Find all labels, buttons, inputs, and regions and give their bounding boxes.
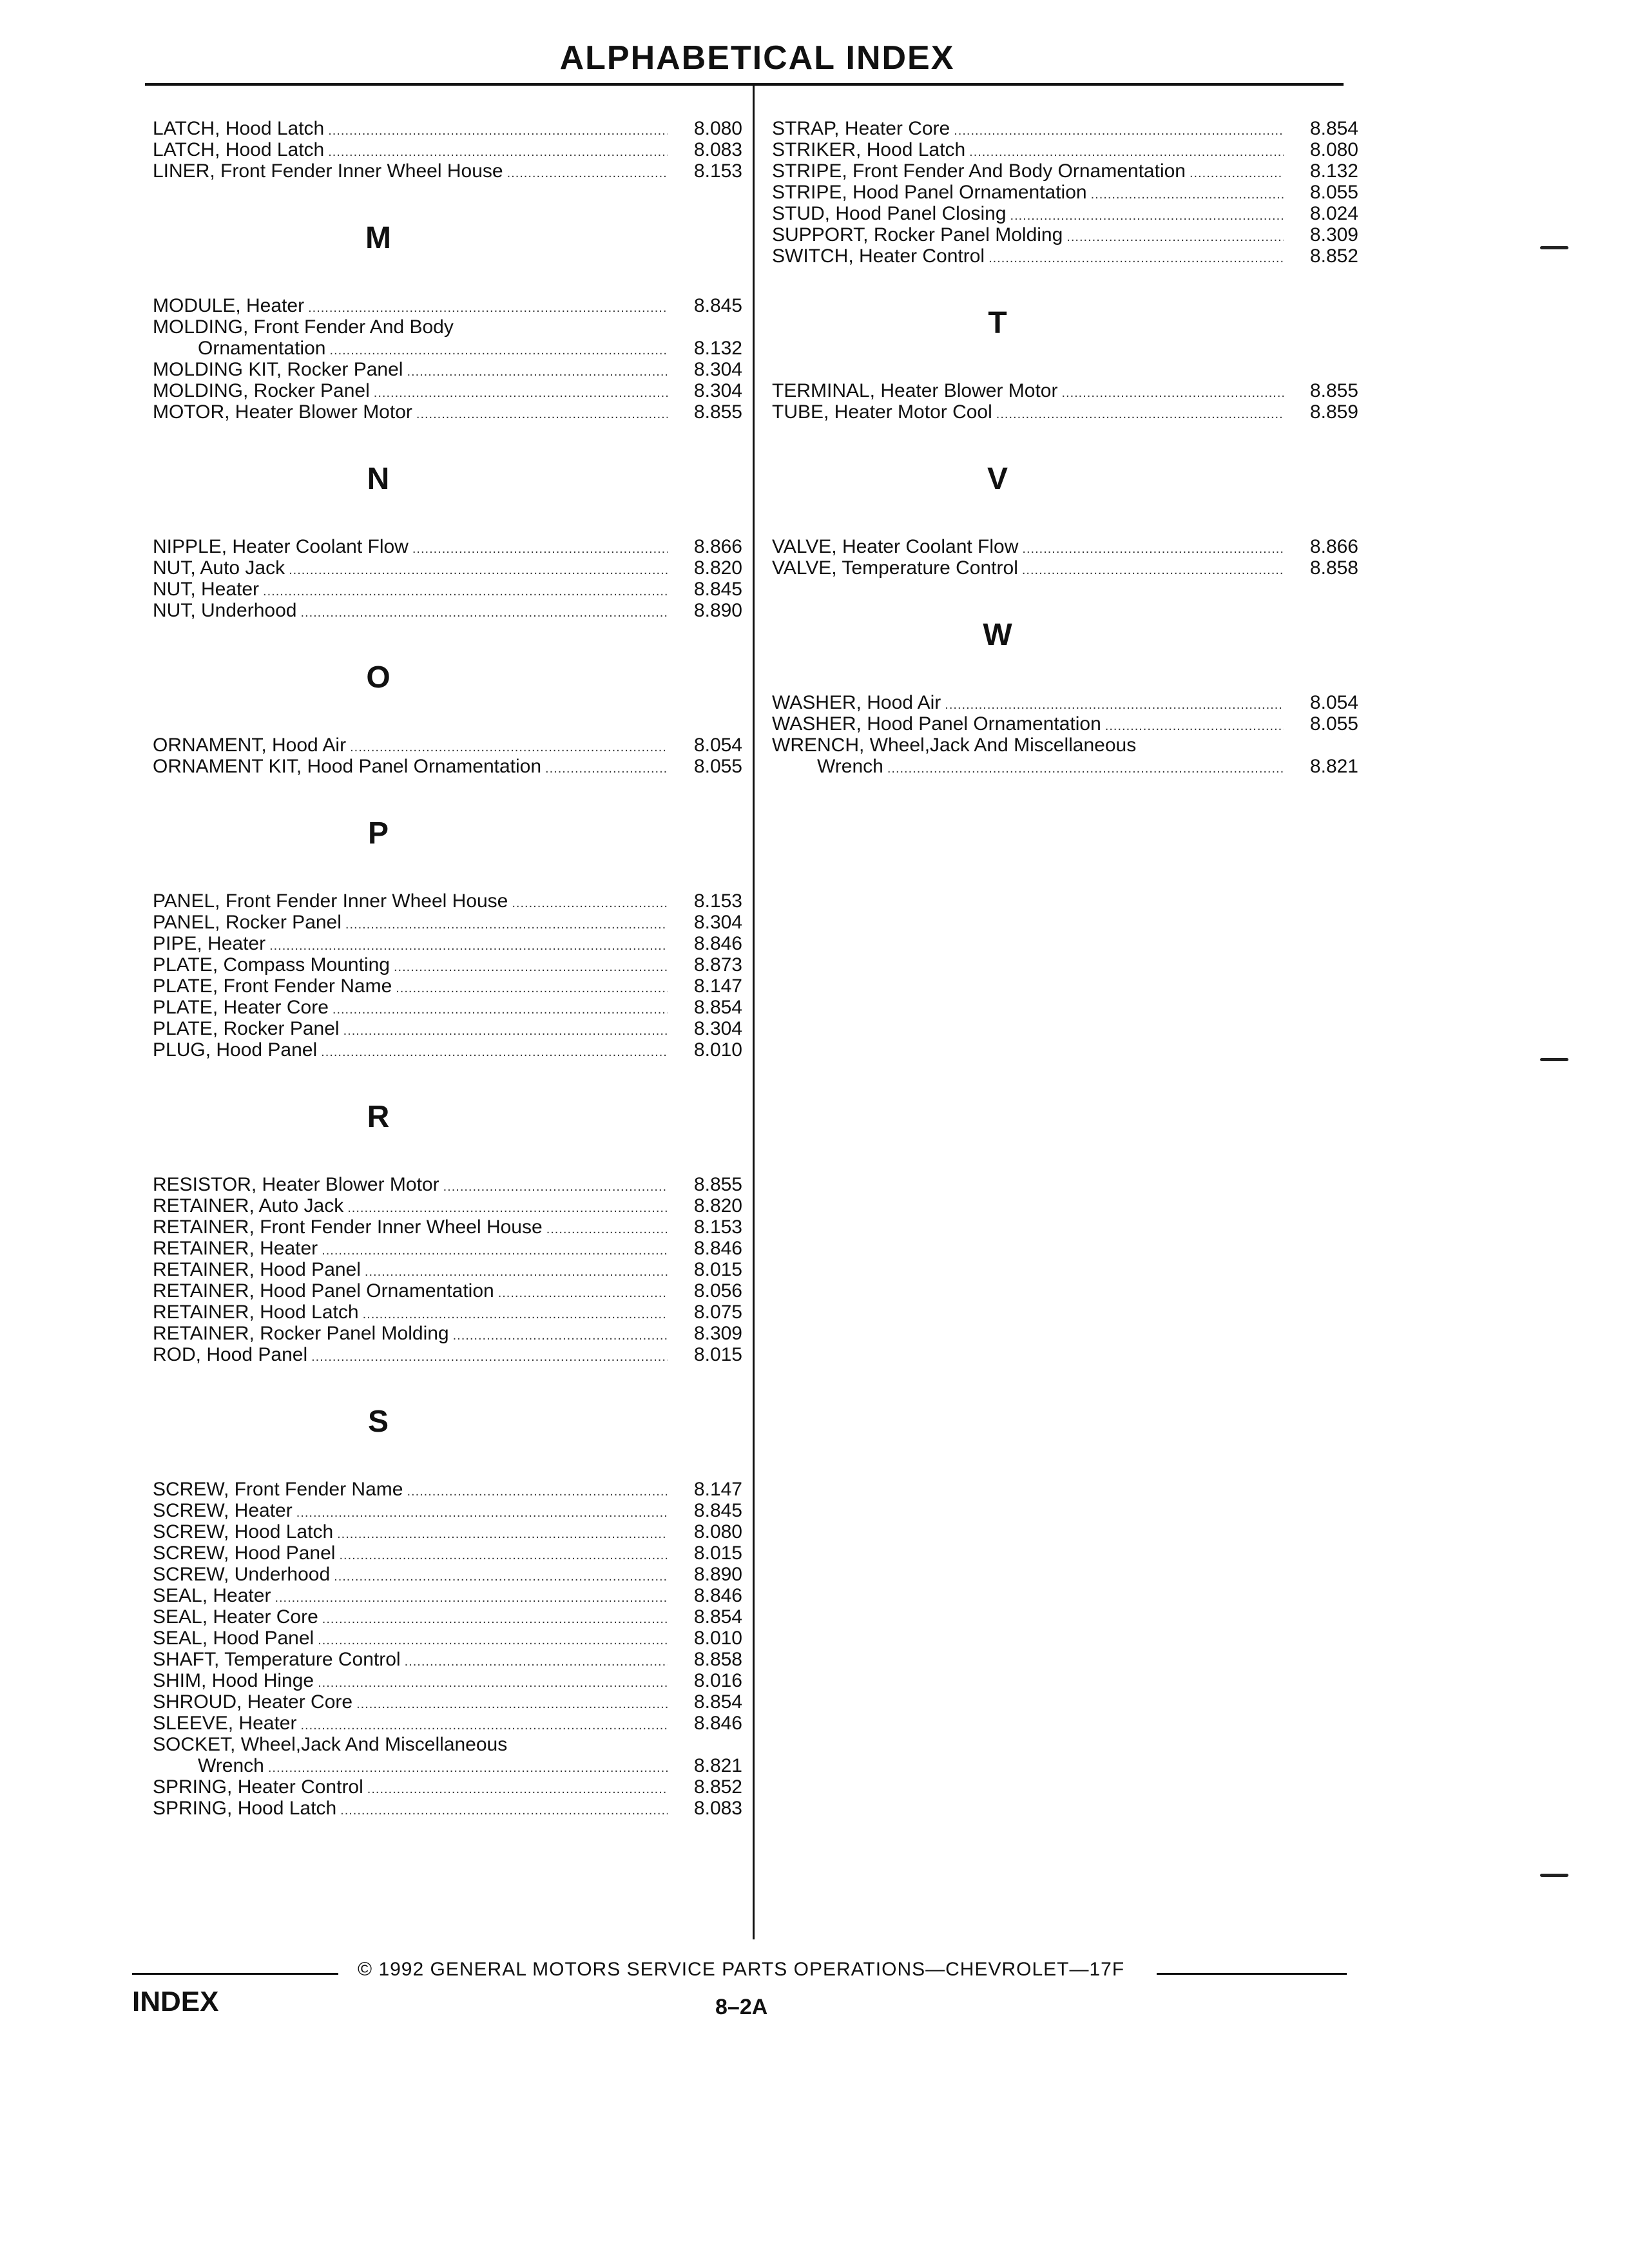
index-entry: [153, 1280, 742, 1302]
entry-page: 8.866: [1309, 536, 1358, 557]
index-section: [153, 118, 746, 182]
entry-page: 8.845: [693, 1500, 742, 1521]
entry-text: SCREW, Front Fender Name: [153, 1479, 403, 1500]
entry-text: VALVE, Temperature Control: [772, 557, 1018, 579]
entry-text: RETAINER, Hood Latch: [153, 1302, 359, 1323]
dot-leader: [412, 539, 668, 560]
entry-page: 8.854: [693, 997, 742, 1018]
dot-leader: [356, 1694, 668, 1715]
entry-text: Wrench: [198, 1755, 264, 1776]
index-entry: [153, 401, 742, 423]
entry-text: SCREW, Hood Latch: [153, 1521, 334, 1542]
dot-leader: [1091, 184, 1284, 206]
entry-page: 8.147: [693, 975, 742, 997]
dot-leader: [407, 1481, 668, 1503]
dot-leader: [300, 602, 668, 624]
entry-text: NIPPLE, Heater Coolant Flow: [153, 536, 409, 557]
entry-text: MODULE, Heater: [153, 295, 305, 316]
entry-text: WASHER, Hood Air: [772, 692, 941, 713]
dot-leader: [1066, 227, 1284, 248]
entry-page: 8.890: [693, 600, 742, 621]
entry-page: 8.056: [693, 1280, 742, 1302]
dot-leader: [275, 1588, 668, 1609]
entry-text: SEAL, Hood Panel: [153, 1628, 314, 1649]
entry-text: WRENCH, Wheel,Jack And Miscellaneous: [772, 735, 1137, 756]
dot-leader: [453, 1325, 668, 1347]
dot-leader: [507, 163, 668, 184]
index-section: [772, 579, 1358, 777]
entry-text: TUBE, Heater Motor Cool: [772, 401, 992, 423]
entry-text: SPRING, Hood Latch: [153, 1798, 337, 1819]
entry-text: MOLDING KIT, Rocker Panel: [153, 359, 403, 380]
dot-leader: [512, 893, 668, 914]
index-entry: [772, 160, 1358, 182]
index-entry: [153, 600, 742, 621]
index-entry: [772, 182, 1358, 203]
dot-leader: [1061, 383, 1284, 404]
section-label: INDEX: [132, 1986, 219, 2017]
index-section: [772, 118, 1358, 267]
entry-text: RETAINER, Front Fender Inner Wheel House: [153, 1216, 543, 1238]
index-entry: [772, 756, 1358, 777]
entry-page: 8.147: [693, 1479, 742, 1500]
entry-page: 8.855: [693, 401, 742, 423]
entry-page: 8.304: [693, 359, 742, 380]
section-letter: N: [367, 462, 390, 496]
entry-page: 8.055: [693, 756, 742, 777]
entry-page: 8.845: [693, 579, 742, 600]
entry-text: ORNAMENT KIT, Hood Panel Ornamentation: [153, 756, 542, 777]
entry-text: WASHER, Hood Panel Ornamentation: [772, 713, 1101, 735]
index-entry: [153, 1174, 742, 1195]
entry-page: 8.054: [693, 735, 742, 756]
index-entry: [153, 1323, 742, 1344]
index-entry: [153, 1776, 742, 1798]
entry-text: STRIPE, Front Fender And Body Ornamentation: [772, 160, 1186, 182]
column-divider: [753, 84, 755, 1939]
entry-page: 8.858: [1309, 557, 1358, 579]
entry-text: VALVE, Heater Coolant Flow: [772, 536, 1019, 557]
section-letter: T: [988, 306, 1007, 340]
dot-leader: [322, 1240, 668, 1262]
entry-text: MOTOR, Heater Blower Motor: [153, 401, 412, 423]
entry-text: RETAINER, Heater: [153, 1238, 318, 1259]
dot-leader: [343, 1021, 668, 1042]
entry-text: RETAINER, Auto Jack: [153, 1195, 344, 1216]
index-entry: [153, 1479, 742, 1500]
index-entry: [153, 1606, 742, 1628]
index-entry: [153, 1216, 742, 1238]
entry-page: 8.153: [693, 160, 742, 182]
entry-text: NUT, Auto Jack: [153, 557, 285, 579]
entry-page: 8.846: [693, 1238, 742, 1259]
index-entry: [153, 1670, 742, 1691]
entry-text: PLATE, Heater Core: [153, 997, 329, 1018]
dot-leader: [367, 1779, 668, 1800]
entry-text: LATCH, Hood Latch: [153, 118, 325, 139]
entry-text: RETAINER, Hood Panel: [153, 1259, 361, 1280]
footer-rule-right: [1157, 1973, 1347, 1975]
entry-page: 8.016: [693, 1670, 742, 1691]
entry-text: RESISTOR, Heater Blower Motor: [153, 1174, 439, 1195]
index-entry: [153, 912, 742, 933]
index-entry: [772, 713, 1358, 735]
entry-text: ROD, Hood Panel: [153, 1344, 308, 1365]
entry-page: 8.153: [693, 890, 742, 912]
dot-leader: [887, 758, 1284, 780]
entry-page: 8.866: [693, 536, 742, 557]
entry-text: SHAFT, Temperature Control: [153, 1649, 401, 1670]
index-entry: [153, 1039, 742, 1061]
entry-page: 8.080: [693, 118, 742, 139]
index-entry: [772, 380, 1358, 401]
entry-page: 8.846: [693, 1713, 742, 1734]
entry-text: MOLDING, Front Fender And Body: [153, 316, 454, 338]
entry-text: ORNAMENT, Hood Air: [153, 735, 347, 756]
dot-leader: [374, 383, 668, 404]
index-entry: [772, 139, 1358, 160]
dot-leader: [545, 758, 668, 780]
dot-leader: [1190, 163, 1284, 184]
entry-page: 8.153: [693, 1216, 742, 1238]
index-entry: [153, 1585, 742, 1606]
index-entry: [772, 536, 1358, 557]
entry-text: Ornamentation: [198, 338, 326, 359]
page-number: 8–2A: [715, 1995, 768, 2019]
entry-page: 8.015: [693, 1542, 742, 1564]
dot-leader: [311, 1347, 668, 1368]
entry-page: 8.854: [693, 1606, 742, 1628]
section-letter: V: [987, 462, 1008, 496]
entry-page: 8.304: [693, 380, 742, 401]
entry-text: RETAINER, Rocker Panel Molding: [153, 1323, 449, 1344]
dot-leader: [394, 957, 668, 978]
entry-text: SCREW, Underhood: [153, 1564, 331, 1585]
index-entry: [153, 579, 742, 600]
entry-text: SHIM, Hood Hinge: [153, 1670, 314, 1691]
index-entry: [772, 692, 1358, 713]
section-letter: O: [366, 660, 390, 695]
entry-text: NUT, Heater: [153, 579, 260, 600]
entry-page: 8.304: [693, 912, 742, 933]
entry-text: PANEL, Front Fender Inner Wheel House: [153, 890, 508, 912]
index-entry: [153, 1691, 742, 1713]
section-letter: R: [367, 1100, 390, 1134]
dot-leader: [407, 361, 668, 383]
entry-page: 8.054: [1309, 692, 1358, 713]
left-column: [153, 118, 746, 1819]
index-entry: [772, 401, 1358, 423]
dot-leader: [333, 999, 668, 1021]
entry-page: 8.080: [693, 1521, 742, 1542]
dot-leader: [443, 1177, 668, 1198]
dot-leader: [334, 1566, 668, 1588]
dot-leader: [1022, 539, 1284, 560]
entry-page: 8.132: [1309, 160, 1358, 182]
page-title: ALPHABETICAL INDEX: [559, 39, 955, 77]
entry-page: 8.075: [693, 1302, 742, 1323]
entry-text: PLATE, Front Fender Name: [153, 975, 392, 997]
entry-text: NUT, Underhood: [153, 600, 297, 621]
entry-text: PIPE, Heater: [153, 933, 266, 954]
entry-page: 8.820: [693, 1195, 742, 1216]
index-entry: [153, 118, 742, 139]
dot-leader: [546, 1219, 668, 1240]
index-entry: [153, 1713, 742, 1734]
index-section: [772, 267, 1358, 423]
index-entry: [153, 975, 742, 997]
entry-text: SUPPORT, Rocker Panel Molding: [772, 224, 1063, 245]
entry-page: 8.820: [693, 557, 742, 579]
index-entry: [153, 1755, 742, 1776]
index-entry: [153, 1302, 742, 1323]
title-rule: [145, 83, 1344, 86]
index-entry: [153, 1734, 742, 1755]
section-letter: P: [367, 816, 389, 850]
entry-page: 8.010: [693, 1039, 742, 1061]
index-entry: [153, 536, 742, 557]
dot-leader: [416, 404, 668, 425]
dot-leader: [396, 978, 668, 999]
dot-leader: [405, 1651, 668, 1673]
index-entry: [153, 160, 742, 182]
entry-text: RETAINER, Hood Panel Ornamentation: [153, 1280, 494, 1302]
index-entry: [153, 1521, 742, 1542]
entry-page: 8.846: [693, 933, 742, 954]
entry-page: 8.309: [1309, 224, 1358, 245]
index-entry: [153, 1628, 742, 1649]
entry-text: PANEL, Rocker Panel: [153, 912, 342, 933]
index-entry: [772, 245, 1358, 267]
entry-page: 8.024: [1309, 203, 1358, 224]
index-entry: [153, 997, 742, 1018]
entry-page: 8.854: [1309, 118, 1358, 139]
index-entry: [153, 1649, 742, 1670]
index-entry: [153, 1564, 742, 1585]
entry-page: 8.859: [1309, 401, 1358, 423]
footer-copyright: © 1992 GENERAL MOTORS SERVICE PARTS OPERATIONS—CHEVROLET—17F: [358, 1959, 1125, 1980]
index-entry: [772, 735, 1358, 756]
index-entry: [153, 316, 742, 338]
index-entry: [153, 557, 742, 579]
index-entry: [153, 735, 742, 756]
footer-rule-left: [132, 1973, 338, 1975]
index-entry: [772, 203, 1358, 224]
entry-text: STRIKER, Hood Latch: [772, 139, 966, 160]
index-entry: [153, 338, 742, 359]
entry-text: SEAL, Heater Core: [153, 1606, 318, 1628]
entry-page: 8.304: [693, 1018, 742, 1039]
dot-leader: [498, 1283, 668, 1304]
right-column: [772, 118, 1358, 777]
index-entry: [153, 756, 742, 777]
index-section: [153, 777, 746, 1061]
index-section: [153, 423, 746, 621]
dot-leader: [988, 248, 1284, 269]
index-section: [772, 423, 1358, 579]
entry-page: 8.873: [693, 954, 742, 975]
entry-text: SEAL, Heater: [153, 1585, 271, 1606]
index-entry: [772, 224, 1358, 245]
entry-text: SWITCH, Heater Control: [772, 245, 985, 267]
dot-leader: [996, 404, 1284, 425]
entry-page: 8.083: [693, 1798, 742, 1819]
index-entry: [772, 118, 1358, 139]
entry-page: 8.852: [693, 1776, 742, 1798]
section-letter: M: [365, 221, 391, 255]
entry-text: PLATE, Rocker Panel: [153, 1018, 340, 1039]
dot-leader: [1022, 560, 1284, 581]
index-entry: [153, 1195, 742, 1216]
entry-page: 8.015: [693, 1344, 742, 1365]
entry-page: 8.309: [693, 1323, 742, 1344]
entry-page: 8.015: [693, 1259, 742, 1280]
section-letter: W: [983, 618, 1012, 652]
index-section: [153, 1061, 746, 1365]
index-entry: [153, 1500, 742, 1521]
entry-page: 8.855: [693, 1174, 742, 1195]
index-entry: [153, 1018, 742, 1039]
entry-text: MOLDING, Rocker Panel: [153, 380, 370, 401]
dot-leader: [296, 1503, 668, 1524]
index-entry: [153, 1798, 742, 1819]
dot-leader: [340, 1800, 668, 1821]
index-entry: [153, 1238, 742, 1259]
index-entry: [153, 295, 742, 316]
entry-page: 8.010: [693, 1628, 742, 1649]
dot-leader: [322, 1609, 668, 1630]
entry-text: PLATE, Compass Mounting: [153, 954, 390, 975]
index-section: [153, 1365, 746, 1819]
entry-page: 8.845: [693, 295, 742, 316]
index-section: [153, 621, 746, 777]
index-entry: [153, 380, 742, 401]
entry-page: 8.821: [693, 1755, 742, 1776]
entry-page: 8.858: [693, 1649, 742, 1670]
entry-page: 8.852: [1309, 245, 1358, 267]
entry-page: 8.080: [1309, 139, 1358, 160]
entry-text: LATCH, Hood Latch: [153, 139, 325, 160]
dot-leader: [289, 560, 668, 581]
section-letter: S: [367, 1405, 389, 1439]
margin-mark: [1540, 246, 1568, 249]
entry-text: STRIPE, Hood Panel Ornamentation: [772, 182, 1087, 203]
entry-text: STUD, Hood Panel Closing: [772, 203, 1007, 224]
entry-page: 8.055: [1309, 713, 1358, 735]
dot-leader: [328, 120, 668, 142]
dot-leader: [318, 1673, 668, 1694]
entry-text: SCREW, Hood Panel: [153, 1542, 336, 1564]
dot-leader: [339, 1545, 668, 1566]
index-entry: [772, 557, 1358, 579]
entry-page: 8.890: [693, 1564, 742, 1585]
entry-page: 8.055: [1309, 182, 1358, 203]
entry-page: 8.854: [693, 1691, 742, 1713]
entry-page: 8.132: [693, 338, 742, 359]
entry-page: 8.846: [693, 1585, 742, 1606]
dot-leader: [954, 120, 1284, 142]
entry-text: SOCKET, Wheel,Jack And Miscellaneous: [153, 1734, 508, 1755]
index-section: [153, 182, 746, 423]
entry-text: SCREW, Heater: [153, 1500, 293, 1521]
entry-text: SPRING, Heater Control: [153, 1776, 363, 1798]
entry-text: PLUG, Hood Panel: [153, 1039, 318, 1061]
entry-page: 8.821: [1309, 756, 1358, 777]
margin-mark: [1540, 1058, 1568, 1061]
entry-page: 8.855: [1309, 380, 1358, 401]
index-entry: [153, 890, 742, 912]
dot-leader: [345, 914, 668, 936]
index-entry: [153, 1542, 742, 1564]
entry-text: Wrench: [817, 756, 883, 777]
index-entry: [153, 933, 742, 954]
dot-leader: [337, 1524, 668, 1545]
dot-leader: [263, 581, 668, 602]
entry-text: TERMINAL, Heater Blower Motor: [772, 380, 1058, 401]
index-entry: [153, 954, 742, 975]
entry-text: SHROUD, Heater Core: [153, 1691, 353, 1713]
index-entry: [153, 1344, 742, 1365]
entry-text: LINER, Front Fender Inner Wheel House: [153, 160, 503, 182]
index-entry: [153, 359, 742, 380]
index-entry: [153, 1259, 742, 1280]
index-entry: [153, 139, 742, 160]
entry-page: 8.083: [693, 139, 742, 160]
entry-text: STRAP, Heater Core: [772, 118, 950, 139]
entry-text: SLEEVE, Heater: [153, 1713, 297, 1734]
margin-mark: [1540, 1874, 1568, 1877]
